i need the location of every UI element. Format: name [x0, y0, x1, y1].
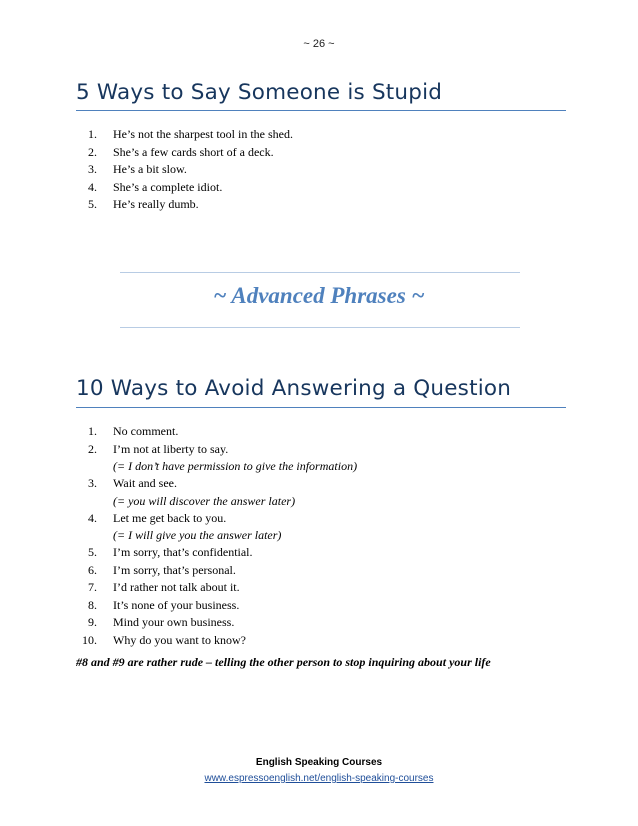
- list-item: 3. Wait and see. (= you will discover the answer later): [0, 475, 357, 510]
- explanation-note: (= you will discover the answer later): [113, 493, 296, 508]
- list-item: 8. It’s none of your business.: [88, 597, 240, 612]
- explanation-note: (= I will give you the answer later): [113, 528, 282, 542]
- list-item: 7. I’d rather not talk about it.: [88, 580, 240, 594]
- list-item: 1. He’s not the sharpest tool in the shed.: [88, 127, 293, 141]
- list-item: 9. Mind your own business.: [88, 615, 235, 629]
- advanced-phrases-heading: ~ Advanced Phrases ~: [213, 283, 425, 308]
- list-item: 6. I’m sorry, that’s personal.: [88, 562, 236, 577]
- divider-top: [120, 272, 520, 273]
- footer-title: English Speaking Courses: [255, 757, 383, 768]
- page-number: ~ 26 ~: [303, 38, 335, 50]
- heading-underline: [76, 110, 566, 111]
- list-item: 2. She’s a few cards short of a deck.: [88, 144, 274, 159]
- section-title: 10 Ways to Avoid Answering a Question: [76, 376, 512, 401]
- list-item: 5. I’m sorry, that’s confidential.: [88, 545, 253, 559]
- list-item: 4. Let me get back to you. (= I will give you the answer later): [0, 510, 357, 545]
- phrase-list: [0, 126, 293, 214]
- heading-underline: [76, 407, 566, 408]
- list-item: 3. He’s a bit slow.: [88, 162, 187, 176]
- list-item: 10. Why do you want to know?: [82, 632, 246, 647]
- section-title: 5 Ways to Say Someone is Stupid: [76, 80, 443, 105]
- list-item: 1. No comment.: [88, 424, 179, 438]
- phrase-list: [0, 423, 357, 649]
- divider-bottom: [120, 327, 520, 328]
- list-item: 2. I’m not at liberty to say. (= I don’t have permission to give the information): [88, 441, 358, 473]
- explanation-note: (= I don’t have permission to give the information): [113, 459, 358, 473]
- footer-link[interactable]: www.espressoenglish.net/english-speaking-courses: [204, 773, 434, 784]
- list-item: 5. He’s really dumb.: [88, 197, 199, 211]
- list-item: 4. She’s a complete idiot.: [88, 179, 223, 194]
- footnote: #8 and #9 are rather rude – telling the other person to stop inquiring about your life: [76, 655, 491, 669]
